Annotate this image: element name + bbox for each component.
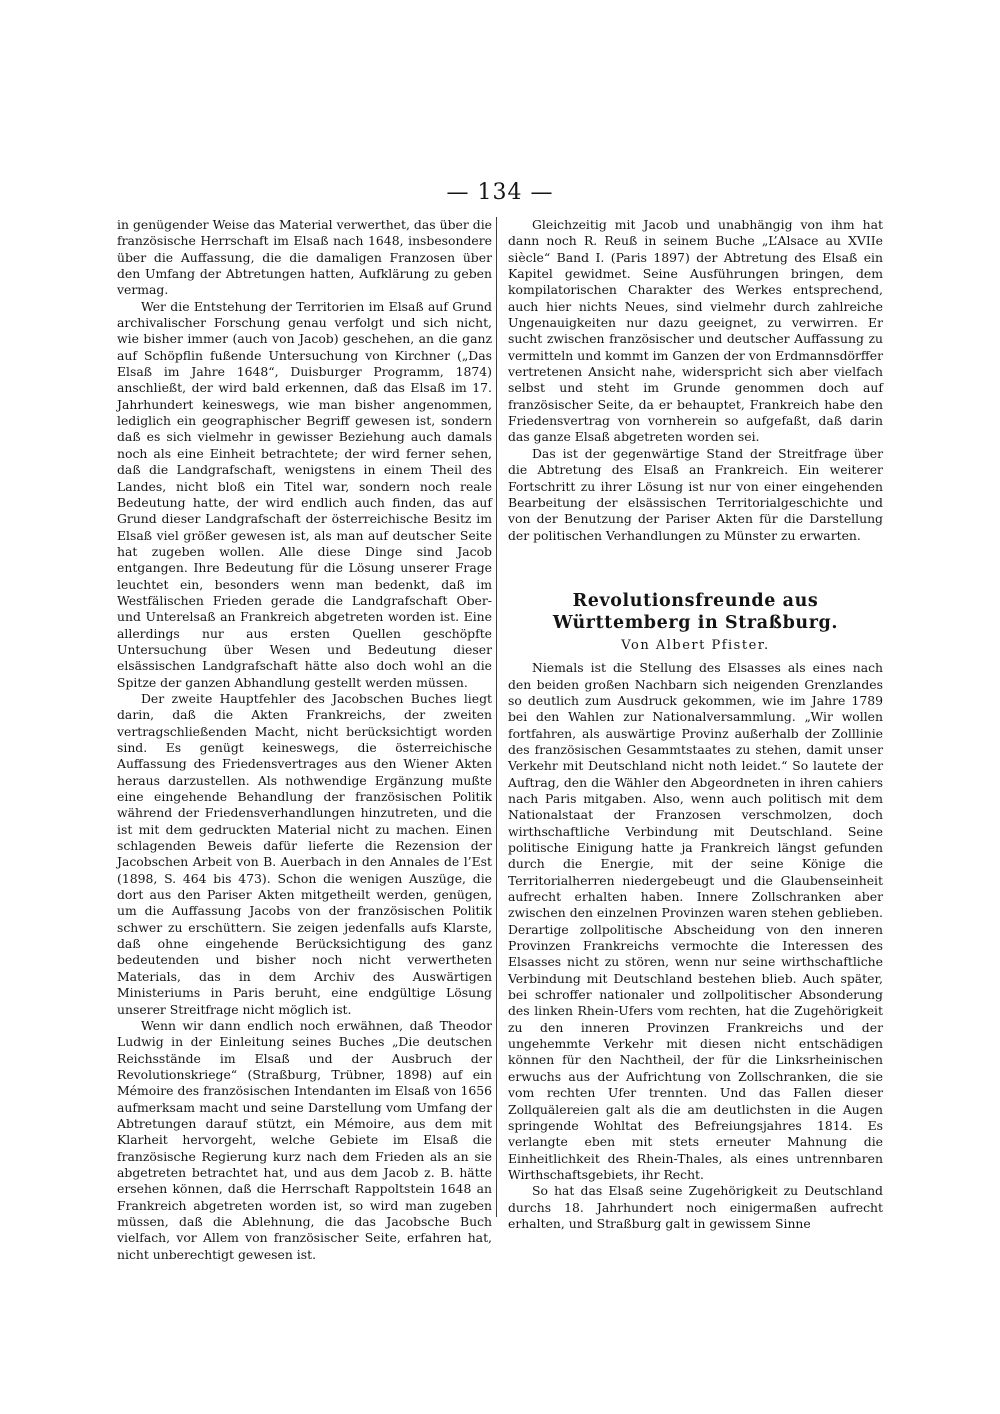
paragraph: Der zweite Hauptfehler des Jacobschen Buches liegt darin, daß die Akten Frankreichs, der zweiten vertragschließenden Macht, nicht berücksichtigt worden sind. Es genügt keineswegs, die österreichische Auffassung des Friedensvertrages aus den Wiener Akten heraus darzustellen. Als nothwendige Ergänzung mußte eine eingehende Behandlung der französischen Politik während der Friedensverhandlungen hinzutreten, und die ist mit dem gedruckten Material nicht zu machen. Einen schlagenden Beweis dafür lieferte die Rezension der Jacobschen Arbeit von B. Auerbach in den Annales de l’Est (1898, S. 464 bis 473). Schon die wenigen Auszüge, die dort aus den Pariser Akten mitgetheilt werden, genügen, um die Auffassung Jacobs von der französischen Politik schwer zu erschüttern. Sie zeigen jedenfalls aufs Klarste, daß ohne eingehende Berücksichtigung des ganz bedeutenden und bisher noch nicht verwertheten Materials, das in dem Archiv des Auswärtigen Ministeriums in Paris beruht, eine endgültige Lösung unserer Streitfrage nicht möglich ist. [117,690,492,1017]
paragraph: So hat das Elsaß seine Zugehörigkeit zu Deutschland durchs 18. Jahrhundert noch einigermaßen aufrecht erhalten, und Straßburg galt in gewissem Sinne [508,1183,883,1231]
paragraph: Niemals ist die Stellung des Elsasses als eines nach den beiden großen Nachbarn sich neigenden Grenzlandes so deutlich zum Ausdruck gekommen, wie im Jahre 1789 bei den Wahlen zur Nationalversammlung. „Wir wollen fortfahren, als auswärtige Provinz außerhalb der Zolllinie des französischen Gesammtstaates zu stehen, damit unser Verkehr mit Deutschland nicht noth leidet.“ So lautete der Auftrag, den die Wähler den Abgeordneten in ihren cahiers nach Paris mitgaben. Also, wenn auch politisch mit dem Nationalstaat der Franzosen verschmolzen, doch wirthschaftliche Verbindung mit Deutschland. Seine politische Einigung hatte ja Frankreich längst gefunden durch die Energie, mit der seine Könige die Territorialherren niedergebeugt und die Glaubenseinheit aufrecht erhalten haben. Innere Zollschranken aber zwischen den einzelnen Provinzen waren stehen geblieben. Derartige zollpolitische Abscheidung von den inneren Provinzen Frankreichs vermochte die Interessen des Elsasses nicht zu stören, wenn nur seine wirthschaftliche Verbindung mit Deutschland bestehen blieb. Auch später, bei schroffer nationaler und zollpolitischer Absonderung des linken Rhein-Ufers vom rechten, hat die Zugehörigkeit zu den inneren Provinzen Frankreichs und der ungehemmte Verkehr mit diesen nicht entschädigen können für den Nachtheil, der für die Linksrheinischen erwuchs aus der Aufrichtung von Zollschranken, die sie vom rechten Ufer trennten. Und das Fallen dieser Zollquälereien galt als die am deutlichsten in die Augen springende Wohltat des Befreiungsjahres 1814. Es verlangte eben mit stets erneuter Mahnung die Einheitlichkeit des Rhein-Thales, als eines untrennbaren Wirthschaftsgebiets, ihr Recht. [508,660,883,1182]
article-title: Revolutionsfreunde aus Württemberg in Straßburg. [552,590,839,633]
page-number: — 134 — [446,180,554,205]
paragraph: in genügender Weise das Material verwerthet, das über die französische Herrschaft im Elsaß nach 1648, insbesondere über die Auffassung, die die damaligen Franzosen über den Umfang der Abtretungen hatten, Aufklärung zu geben vermag. [117,217,492,298]
paragraph: Wenn wir dann endlich noch erwähnen, daß Theodor Ludwig in der Einleitung seines Buches „Die deutschen Reichsstände im Elsaß und der Ausbruch der Revolutionskriege“ (Straßburg, Trübner, 1898) auf ein Mémoire des französischen Intendanten im Elsaß von 1656 aufmerksam macht und seine Darstellung vom Umfang der Abtretungen darauf stützt, ein Mémoire, aus dem mit Klarheit hervorgeht, welche Gebiete im Elsaß die französische Regierung kurz nach dem Frieden als an sie abgetreten betrachtet hat, und aus dem Jacob z. B. hätte ersehen können, daß die Herrschaft Rappoltstein 1648 an Frankreich abgetreten worden ist, so wird man zugeben müssen, daß die Ablehnung, die das Jacobsche Buch vielfach, vor Allem von französischer Seite, erfahren hat, nicht unberechtigt gewesen ist. [117,1017,492,1262]
right-column [508,217,883,1232]
column-divider [496,217,497,1217]
paragraph: Gleichzeitig mit Jacob und unabhängig von ihm hat dann noch R. Reuß in seinem Buche „L’Alsace au XVIIe siècle“ Band I. (Paris 1897) der Abtretung des Elsaß ein Kapitel gewidmet. Seine Ausführungen bringen, dem kompilatorischen Charakter des Werkes entsprechend, auch hier nichts Neues, sind vielmehr durch zahlreiche Ungenauigkeiten nur dazu geeignet, zu verwirren. Er sucht zwischen französischer und deutscher Auffassung zu vermitteln und kommt im Ganzen der von Erdmannsdörffer vertretenen Ansicht nahe, widerspricht sich aber vielfach selbst und steht im Grunde genommen doch auf französischer Seite, da er behauptet, Frankreich habe den Friedensvertrag von vornherein so aufgefaßt, daß darin das ganze Elsaß abgetreten worden sei. [508,217,883,445]
paragraph: Wer die Entstehung der Territorien im Elsaß auf Grund archivalischer Forschung genau verfolgt und sich nicht, wie bisher immer (auch von Jacob) geschehen, an die ganz auf Schöpflin fußende Untersuchung von Kirchner („Das Elsaß im Jahre 1648“, Duisburger Programm, 1874) anschließt, der wird bald erkennen, daß das Elsaß im 17. Jahrhundert keineswegs, wie man bisher angenommen, lediglich ein geographischer Begriff gewesen ist, sondern daß es sich vielmehr in gewisser Beziehung auch damals noch als eine Einheit betrachtete; der wird ferner sehen, daß die Landgrafschaft, wenigstens in einem Theil des Landes, nicht bloß ein Titel war, sondern noch reale Bedeutung hatte, der wird endlich auch finden, das auf Grund dieser Landgrafschaft der österreichische Besitz im Elsaß viel größer gewesen ist, als man auf deutscher Seite hat zugeben wollen. Alle diese Dinge sind Jacob entgangen. Ihre Bedeutung für die Lösung unserer Frage leuchtet ein, besonders wenn man bedenkt, daß im Westfälischen Frieden gerade die Landgrafschaft Ober- und Unterelsaß an Frankreich abgetreten worden ist. Eine allerdings nur aus ersten Quellen geschöpfte Untersuchung über Wesen und Bedeutung dieser elsässischen Landgrafschaft hätte also doch wohl an die Spitze der ganzen Abhandlung gestellt werden müssen. [117,298,492,690]
left-column [117,217,492,1263]
paragraph: Das ist der gegenwärtige Stand der Streitfrage über die Abtretung des Elsaß an Frankreich. Ein weiterer Fortschritt zu ihrer Lösung ist nur von einer eingehenden Bearbeitung der elsässischen Territorialgeschichte und von der Benutzung der Pariser Akten für die Darstellung der politischen Verhandlungen zu Münster zu erwarten. [508,445,883,543]
article-author: Von Albert Pfister. [621,637,770,653]
